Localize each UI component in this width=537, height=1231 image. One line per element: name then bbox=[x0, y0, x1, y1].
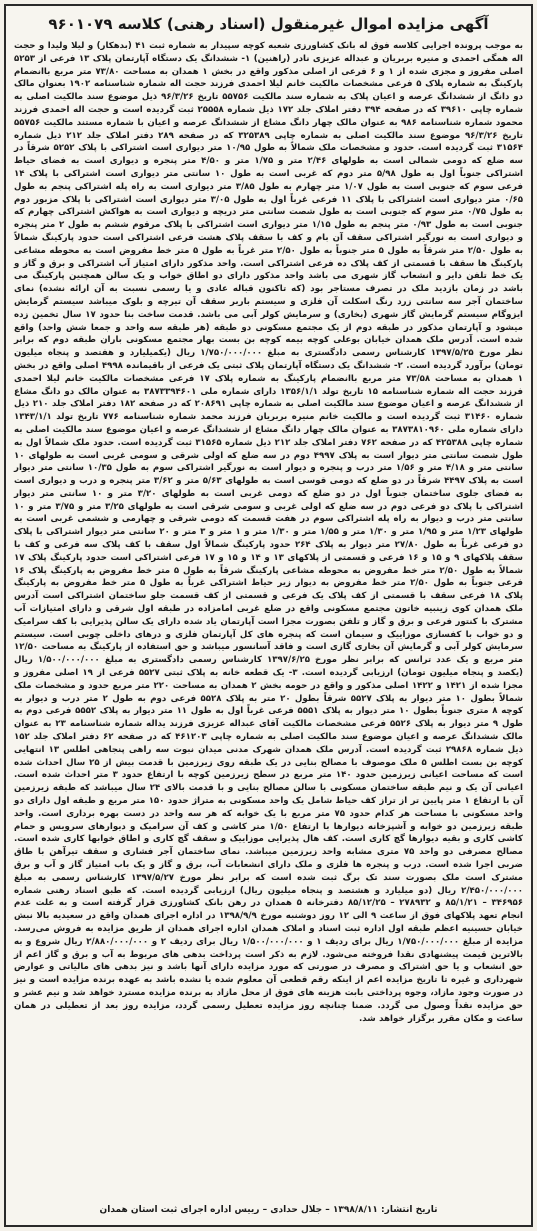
notice-title: آگهی مزایده اموال غیرمنقول (اسناد رهنی) کلاسه ۹۶۰۱۰۷۹ bbox=[48, 15, 489, 33]
auction-notice bbox=[4, 4, 533, 1227]
notice-footer: تاریخ انتشار: ۱۳۹۸/۸/۱۱ – جلال حدادی – رییس اداره اجرای ثبت استان همدان bbox=[99, 1205, 438, 1215]
notice-paragraph: به موجب پرونده اجرایی کلاسه فوق له بانک کشاورزی شعبه کوچه سپیدار به شماره ثبت ۴۱ (بدهکار) و لیلا ولیدا و حجت اله همگی احمدی و منیره بربریان و عبداله عزیزی نادر (راهنین) ۱- ششدانگ یک دستگاه آپارتمان پلاک ۱۳ فرعی از ۵۲۵۳ اصلی مفروز و مجزی شده از ۱ و ۶ فرعی از اصلی مذکور واقع در بخش ۱ همدان به مساحت ۷۳/۸۰ متر مربع باانضمام پارکینگ به شماره پلاک ۵ فرعی مشخصات مالکیت خانم لیلا احمدی فرزند حجت اله شماره شناسنامه ۱۹۰۲ بعنوان مالک دو دانگ از ششدانگ عرصه و اعیان پلاک به شماره سند مالکیت ۵۵۷۵۶ تاریخ ۹۶/۳/۲۶ ذیل موضوع سند مالکیت اصلی به شماره چاپی ۳۹۶۱۰ که در صفحه ۳۹۴ دفتر املاک جلد ۱۷۲ ذیل شماره ۲۵۵۵۸ ثبت گردیده است و حجت اله احمدی فرزند محمود شماره شناسنامه ۹۸۶ به عنوان مالک چهار دانگ مشاع از ششدانگ عرصه و اعیان با شماره مستند مالکیت ۵۵۷۵۶ تاریخ ۹۶/۳/۲۶ موضوع سند مالکیت اصلی به شماره چاپی ۳۲۵۳۸۹ که در صفحه ۲۸۹ دفتر املاک جلد ۲۱۲ ذیل شماره ۳۱۵۶۴ ثبت گردیده است. حدود و مشخصات ملک شمالاً به طول ۱۰/۹۵ متر دیواری است اشتراکی با پلاک ۵۲۵۲ شرقاً در سه ضلع که دومی شمالی است به طولهای ۲/۴۶ متر و ۱/۷۵ متر و ۴/۵۰ متر پنجره و دیواری است به فضای حیاط اشتراکی جنوباً اول به طول ۵/۹۸ متر دوم که غربی است به طول ۱۰ سانتی متر دیواری است اشتراکی با پلاک ۱۴ فرعی سوم که جنوبی است به طول ۱/۰۷ متر چهارم به طول ۳/۸۵ متر دیواری است به راه پله اشتراکی پنجم به طول ۰/۶۵ متر دیواری است اشتراکی با پلاک ۱۱ فرعی غرباً اول به طول ۳/۰۵ متر دیواری است اشتراکی با پلاک مزبور دوم به طول ۰/۷۵ متر سوم که جنوبی است به طول شصت سانتی متر دریچه و دیواری است به هواکش اشتراکی چهارم که جنوبی است به طول ۰/۹۳ متر پنجم به طول ۱/۱۵ متر دیواری است اشتراکی با پلاک مرقوم ششم به طول ۲ متر پنجره و دیواری است به نورگیر اشتراکی سقف آن بام و کف با سقف پلاک هشت فرعی اشتراکی است حدود پارکینگ شمالاً به طول ۲/۵۰ متر شرقاً به طول ۵ متر جنوباً به طول ۲/۵۰ متر غرباً به طول ۵ متر خط مفروض است به محوطه مشاعی پارکینگ ها سقف با قسمتی از کف پلاک ده فرعی اشتراکی است. واحد مذکور دارای امتیاز آب اشتراکی و برق و گاز و یک خط تلفن دایر و انشعاب گاز شهری می باشد واحد مذکور دارای دو اطاق خواب و یک سالن همچنین پارکینگ می باشد در زمان بازدید ملک در تصرف مستاجر بود (که تاکنون قباله عادی و یا رسمی نسبت به آن ارائه نشده) نمای ساختمان آجر سه سانتی زرد رنگ اسکلت آن فلزی و سیستم باربر سقف آن تیرچه و بلوک میباشد سیستم گرمایش ایزوگام سیستم گرمایش گاز شهری (بخاری) و سرمایش کولر آبی می باشد. قدمت ساخت بنا حدود ۱۷ سال تخمین زده میشود و آپارتمان مذکور در طبقه دوم از یک مجتمع مسکونی دو طبقه (هر طبقه سه واحد و جمعا شش واحد) واقع شده است. آدرس ملک همدان خیابان بوعلی کوچه بیمه کوچه بن بست بهار مجتمع مسکونی باران طبقه دوم که برابر نظر مورخ ۱۳۹۷/۵/۲۵ کارشناس رسمی دادگستری به مبلغ ۱/۷۵۰/۰۰۰/۰۰۰ ریال (یکمیلیارد و هفتصد و پنجاه میلیون تومان) برآورد گردیده است. ۲- ششدانگ یک دستگاه آپارتمان پلاک ثبتی یک فرعی از باقیمانده ۴۹۹۸ اصلی واقع در بخش ۱ همدان به مساحت ۷۳/۵۸ متر مربع باانضمام پارکینگ به شماره پلاک ۱۷ فرعی مشخصات مالکیت خانم لیلا احمدی فرزند حجت اله شماره شناسنامه ۱۵ تاریخ تولد ۱۳۵۶/۱/۱ دارای شماره ملی ۳۸۷۳۳۹۴۶۰۱ به عنوان مالک دو دانگ مشاع از ششدانگ عرصه و اعیان موضوع سند مالکیت اصلی به شماره چاپی ۲۰۸۶۹۱ که در صفحه ۱۸۲ دفتر املاک جلد ۲۱۰ ذیل شماره ۳۱۴۶۰ ثبت گردیده است و مالکیت خانم منیره بربریان فرزند محمد شماره شناسنامه ۷۷۶ تاریخ تولد ۱۳۴۳/۱/۱ دارای شماره ملی ۳۸۷۳۸۱۰۹۶۰ به عنوان مالک چهار دانگ مشاع از ششدانگ عرصه و اعیان موضوع سند مالکیت اصلی به شماره چاپی ۴۲۵۳۸۸ که در صفحه ۷۶۲ دفتر املاک جلد ۲۱۲ ذیل شماره ۳۱۵۶۵ ثبت گردیده است. حدود ملک شمالاً اول به طول شصت سانتی متر دیوار است به پلاک ۴۹۹۷ دوم در سه ضلع که اولی شرقی و سومی غربی است به طولهای ۱۰ سانتی متر و ۴/۱۸ متر و ۱/۵۶ متر درب و پنجره و دیوار است به نورگیر اشتراکی سوم به طول ۱۰/۳۵ سانتی متر دیوار است به پلاک ۴۴۹۷ شرقاً در دو ضلع که دومی قوسی است به طولهای ۵/۶۳ متر و ۳/۶۲ متر پنجره و درب و دیواری است به فضای جلوی ساختمان جنوباً اول در دو ضلع که دومی غربی است به طولهای ۳/۲۰ متر و ۱۰ سانتی متر دیوار اشتراکی با پلاک دو فرعی دوم در سه ضلع که اولی غربی و سومی شرقی است به طولهای ۳/۲۵ متر و ۳/۷۵ متر و ۱۰ سانتی متر درب و دیوار به راه پله اشتراکی سوم در هفت قسمت که دومی شرقی و چهارمی و ششمی غربی است به طولهای ۱/۲۳ متر و ۱/۹۵ متر و ۱/۳۰ متر و ۱/۵۵ متر و ۱/۳۰ متر و ۱ متر و ۳ متر و ۲۰ سانتی متر دیوار اشتراکی با پلاک دو فرعی غرباً به طول ۲۷/۸۰ متر دیوار به پلاک ۲۶۴ حدود پارکینگ شمالاً اول سقف با کف پلاک سه فرعی و کف با سقف پلاکهای ۹ و ۱۵ و ۱۶ فرعی و قسمتی از پلاکهای ۱۳ و ۱۴ و ۱۵ و ۱۷ فرعی اشتراکی است حدود پارکینگ پلاک ۱۷ شمالاً به طول ۲/۵۰ متر خط مفروض به محوطه مشاعی پارکینگ شرقاً به طول ۵ متر خط مفروض به پارکینگ پلاک ۱۶ فرعی جنوباً به طول ۲/۵۰ متر خط مفروض به دیوار زیر حیاط اشتراکی غرباً به طول ۵ متر خط مفروض به پارکینگ پلاک ۱۸ فرعی سقف با قسمتی از کف پلاک یک فرعی و قسمتی از کف قسمت جلو ساختمان اشتراکی است آدرس ملک همدان کوی زینبیه خاتون مجتمع مسکونی واقع در ضلع غربی امامزاده در طبقه اول شرقی و دارای امتیازات آب مشترک با کنتور فرعی و برق و گاز و تلفن بصورت مجزا است آپارتمان یاد شده دارای یک سالن پذیرایی با کف سرامیک و دو خواب با کفسازی موزاییک و سیمان است که پنجره های کل آپارتمان فلزی و درهای داخلی چوبی است. سیستم سرمایش کولر آبی و گرمایش آن بخاری گازی است و فاقد آسانسور میباشد و حق استفاده از پارکینگ به مساحت ۱۲/۵۰ متر مربع و یک عدد ترانس که برابر نظر مورخ ۱۳۹۷/۶/۲۵ کارشناس رسمی دادگستری به مبلغ ۱/۵۰۰/۰۰۰/۰۰۰ ریال (یکصد و پنجاه میلیون تومان) ارزیابی گردیده است. ۳- یک قطعه خانه به پلاک ثبتی ۵۵۲۷ فرعی از ۱۹ اصلی مفروز و مجزا شده از ۱۴۲۱ و ۱۴۲۲ اصلی مذکور و واقع در حومه بخش ۲ همدان به مساحت ۲۲۰ متر مربع حدود و مشخصات ملک شمالاً بطول ۱۰ متر دیوار به پلاک ۵۵۲۷ شرقاً بطول ۲۰ متر به پلاک ۵۵۲۸ فرعی دوم به طول ۲ متر درب و دیوار به کوچه ۸ متری جنوباً بطول ۱۰ متر دیوار به پلاک ۵۵۵۱ فرعی غرباً اول به طول ۱۱ متر دیوار به پلاک ۵۵۵۲ فرعی دوم به طول ۹ متر دیوار به پلاک ۵۵۲۶ فرعی مشخصات مالکیت آقای عبداله عزیزی فرزند یداله شماره شناسنامه ۲۳ به عنوان مالک ششدانگ عرصه و اعیان موضوع سند مالکیت اصلی به شماره چاپی ۴۶۱۲۰۳ که در صفحه ۶۲ دفتر املاک جلد ۱۵۲ ذیل شماره ۲۹۸۶۸ ثبت گردیده است. آدرس ملک همدان شهرک مدنی میدان نبوت سه راهی پنجاهی اطلس ۱۳ انتهایی کوچه بن بست اطلس ۵ ملک موصوف با مصالح بنایی در یک طبقه روی زیرزمین با قدمت بیش از ۲۵ سال احداث شده است که مساحت اعیانی زیرزمین حدود ۱۴۰ متر مربع در سطح زیرزمین کوچه با ارتفاع حدود ۳ متر احداث شده است. اعیانی آن یک و نیم طبقه ساختمان مسکونی با سالن مصالح بنایی و با قدمت بالای ۲۴ سال میباشد که طبقه زیرزمین آن با ارتفاع ۱ متر پایین تر از تراز کف حیاط شامل یک واحد مسکونی به متراژ حدود ۱۵۰ متر مربع و طبقه اول دارای دو واحد مسکونی با مساحت هر کدام حدود ۷۵ متر مربع با یک خوابه که هر سه واحد در دست بهره برداری است. واحد طبقه زیرزمین دو خوابه و آشپزخانه دیوارها با ارتفاع ۱/۵۰ متر کاشی و کف آن سرامیک و دیوارهای سرویس و حمام کاشی کاری و بقیه دیوارها گچ کاری است. کف هال پذیرایی موزاییک و سقف گچ کاری و اطاق خوابها کاری شده است. مصالح مصرفی دو واحد ۷۵ متری مشابه واحد زیرزمین میباشد. نمای ساختمان آجر فشاری و سقف تیرآهن با طاق ضربی اجرا شده است. درب و پنجره ها فلزی و ملک دارای انشعابات آب، برق و گاز و یک باب امتیاز گاز و آب و برق مشترک است ملک بصورت سند تک برگ ثبت شده است که برابر نظر مورخ ۱۳۹۷/۵/۲۷ کارشناس رسمی به مبلغ ۲/۴۵۰/۰۰۰/۰۰۰ ریال (دو میلیارد و هشتصد و پنجاه میلیون ریال) ارزیابی گردیده است. که طبق اسناد رهنی شماره ۳۴۶۹۵۶ – ۸۵/۱/۲۱ و ۲۷۸۹۳۲ – ۸۵/۱۲/۲۵ دفترخانه ۵ همدان در رهن بانک کشاورزی قرار گرفته است و به علت عدم انجام تعهد پلاکهای فوق از ساعت ۹ الی ۱۲ روز دوشنبه مورخ ۱۳۹۸/۹/۹ در اداره اجرای همدان واقع در سعیدیه بالا نبش خیابان حسینیه اعظم طبقه اول اداره ثبت اسناد و املاک همدان اداره اجرای همدان از طریق مزایده به فروش می‌رسد. مزایده از مبلغ ۱/۷۵۰/۰۰۰/۰۰۰ ریال برای ردیف ۱ و ۱/۵۰۰/۰۰۰/۰۰۰ ریال برای ردیف ۲ و ۲/۸۸۰/۰۰۰/۰۰۰ ریال شروع و به بالاترین قیمت پیشنهادی نقدا فروخته می‌شود. لازم به ذکر است پرداخت بدهی های مربوط به آب و برق و گاز اعم از حق انشعاب و یا حق اشتراک و مصرف در صورتی که مورد مزایده دارای آنها باشد و نیز بدهی های مالیاتی و عوارض شهرداری و غیره تا تاریخ مزایده اعم از اینکه رقم قطعی آن معلوم شده یا نشده باشد به عهده برنده مزایده است و نیز در صورت وجود مازاد، وجوه پرداختی بابت هزینه های فوق از محل مازاد به برنده مزایده مسترد خواهد شد و نیم عشر و حق مزایده نقداً وصول می گردد. ضمنا چنانچه روز مزایده تعطیل رسمی گردد، مزایده روز بعد از تعطیلی در همان ساعت و مکان مقرر برگزار خواهد شد. bbox=[14, 41, 524, 1024]
notice-body bbox=[14, 40, 523, 1025]
